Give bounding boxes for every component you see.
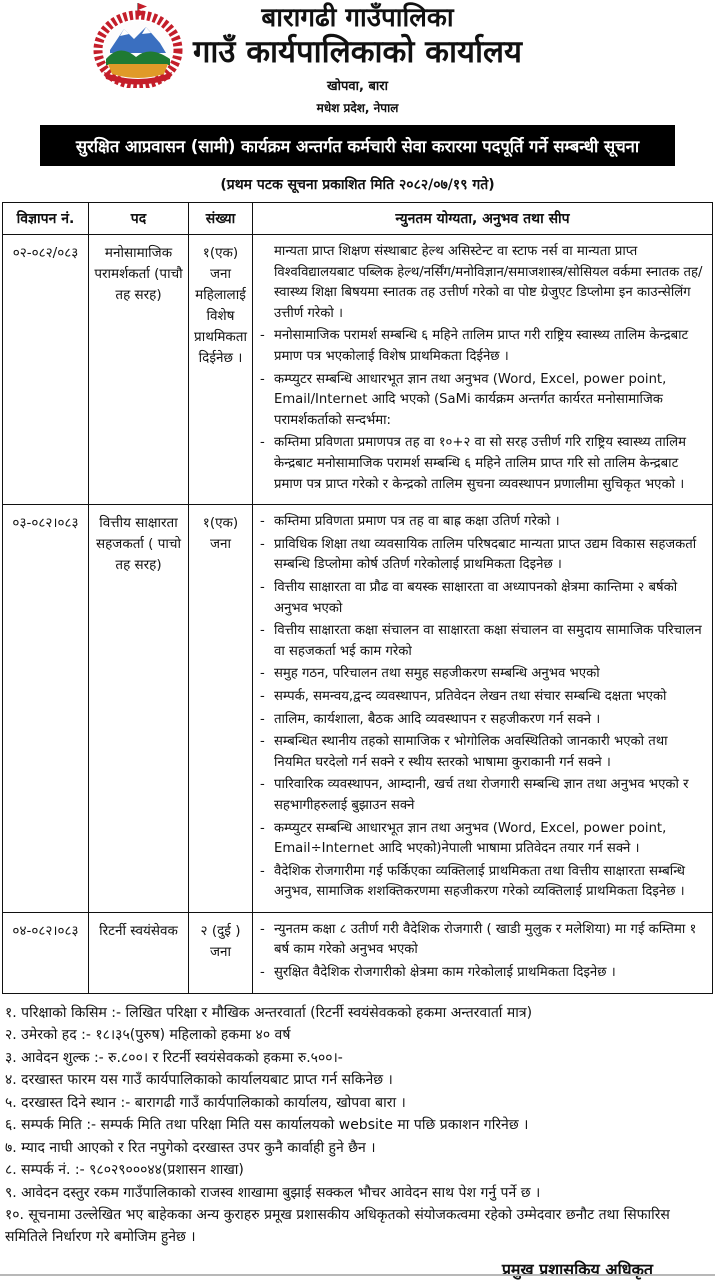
qualification-item <box>260 710 707 731</box>
note-item: १०. सूचनामा उल्लेखित भए बाहेकका अन्य कुराहरु प्रमूख प्रशासकीय अधिकृतको संयोजकत्वमा रहेको उम्मेदवार छनौट तथा सिफारिस समितिले निर्धारण गरे बमोजिम हुनेछ । <box>5 1207 670 1245</box>
qualification-item <box>260 664 707 685</box>
qualification-text: वैदेशिक रोजगारीमा गई फर्किएका व्यक्तिलाई प्राथमिकता तथा वित्तीय साक्षारता सम्बन्धि अनुभव, सामाजिक शशक्तिकरणमा सहजीकरण गरेको व्यक्तिलाई प्राथमिकता दिइनेछ । <box>274 863 685 900</box>
qualification-item <box>260 578 707 619</box>
qualification-text: वित्तीय साक्षारता वा प्रौढ वा बयस्क साक्षारता वा अध्यापनको क्षेत्रमा कान्तिमा २ बर्षको अनुभव भएको <box>274 579 678 616</box>
vacancy-row <box>3 912 713 993</box>
qualification-item <box>260 535 707 576</box>
qualification-text: वित्तीय साक्षारता कक्षा संचालन वा साक्षारता कक्षा संचालन वा समुदाय सामाजिक परिचालन वा सहजकर्ता भई काम गरेको <box>274 623 702 659</box>
municipality-name: बारागढी गाउँपालिका <box>261 3 454 33</box>
bullet-dash: - <box>260 666 265 682</box>
note-item: २. उमेरको हद :- १८।३५(पुरुष) महिलाको हकमा ४० वर्ष <box>5 1027 291 1044</box>
advert-number-cell: ०२-०८२/०८३ <box>3 235 89 505</box>
bullet-dash: - <box>260 863 265 879</box>
qualifications-cell <box>253 235 713 505</box>
qualification-text: तालिम, कार्यशाला, बैठक आदि व्यवस्थापन र सहजीकरण गर्न सक्ने । <box>274 711 601 727</box>
vacancy-table-body <box>3 235 713 994</box>
note-item: ८. सम्पर्क नं. :- ९८०२९०००४४(प्रशासन शाखा) <box>5 1162 244 1179</box>
qualification-text: मनोसामाजिक परामर्श सम्बन्धि ६ महिने तालिम प्राप्त गरी राष्ट्रिय स्वास्थ्य तालिम केन्द्रबाट प्रमाण पत्र भएकोलाई विशेष प्राथमिकता दिईनेछ । <box>274 328 689 365</box>
bullet-dash: - <box>260 435 265 451</box>
qualification-item <box>260 621 707 662</box>
qualification-text: पारिवारिक व्यवस्थापन, आम्दानी, खर्च तथा रोजगारी सम्बन्धि ज्ञान तथा अनुभव भएको र सहभागीहरुलाई बुझाउन सक्ने <box>274 777 689 813</box>
post-title-cell: मनोसामाजिक परामर्शकर्ता (पाचौ तह सरह) <box>89 235 189 505</box>
qualification-text: न्युनतम कक्षा ८ उतीर्ण गरी वैदेशिक रोजगारी ( खाडी मुलुक र मलेशिया) मा गई कम्तिमा १ बर्ष काम गरेको अनुभव भएको <box>274 921 697 958</box>
bullet-dash: - <box>260 579 265 595</box>
bullet-dash: - <box>260 536 265 552</box>
notice-title-banner: सुरक्षित आप्रवासन (सामी) कार्यक्रम अन्तर्गत कर्मचारी सेवा करारमा पदपूर्ति गर्ने सम्बन्धी सूचना <box>40 125 675 166</box>
col-header-post: पद <box>89 203 189 235</box>
qualification-item <box>260 732 707 773</box>
note-item: ३. आवेदन शुल्क :- रु.८००। र रिटर्नी स्वयंसेवकको हकमा रु.५००।- <box>5 1049 343 1066</box>
qualification-item <box>260 775 707 816</box>
bullet-dash: - <box>260 688 265 704</box>
qualification-text: कम्तिमा प्रविणता प्रमाण पत्र तह वा बाह्र कक्षा उतिर्ण गरेको । <box>274 514 560 530</box>
post-count-cell: १(एक) जना महिलालाई विशेष प्राथमिकता दिईनेछ । <box>189 235 253 505</box>
bullet-dash: - <box>260 328 265 344</box>
qualification-text: सम्पर्क, समन्वय,द्वन्द व्यवस्थापन, प्रतिवेदन लेखन तथा संचार सम्बन्धि दक्षता भएको <box>274 688 667 704</box>
qualifications-cell <box>253 505 713 913</box>
qualification-text: सुरक्षित वैदेशिक रोजगारीको क्षेत्रमा काम गरेकोलाई प्राथमिकता दिइनेछ । <box>274 965 616 981</box>
notes-list <box>5 1003 710 1249</box>
bullet-dash: - <box>260 514 265 530</box>
note-item: ४. दरखास्त फारम यस गाउँ कार्यपालिकाको कार्यालयबाट प्राप्त गर्न सकिनेछ । <box>5 1072 393 1089</box>
vacancy-table-header <box>3 203 713 235</box>
qualification-item <box>260 370 707 432</box>
vacancy-row <box>3 235 713 505</box>
qualification-text: सम्बन्धित स्थानीय तहको सामाजिक र भोगोलिक अवस्थितिको जानकारी भएको तथा नियमित घरदेलो गर्न सक्ने र स्थीय स्तरको भाषामा कुराकानी गर्न सक्ने । <box>274 734 668 770</box>
bullet-dash: - <box>260 711 265 727</box>
bullet-dash: - <box>260 820 265 836</box>
qualification-text: कम्तिमा प्रविणता प्रमाणपत्र तह वा १०+२ वा सो सरह उत्तीर्ण गरि राष्ट्रिय स्वास्थ्य तालिम केन्द्रबाट मनोसामाजिक परामर्श सम्बन्धि ६ महिने तालिम प्राप्त गरि सो तालिम केन्द्रबाट प्रमाण पत्र प्राप्त गरेको र केन्द्रको तालिम सुचना व्यवस्थापन प्रणालीमा सुचिकृत भएको । <box>274 435 687 492</box>
nepal-coat-of-arms-icon <box>86 2 190 88</box>
qualification-item <box>260 819 707 860</box>
col-header-count: संख्या <box>189 203 253 235</box>
post-title-cell: रिटर्नी स्वयंसेवक <box>89 912 189 993</box>
qualification-item <box>260 326 707 367</box>
bullet-dash: - <box>260 921 265 937</box>
signatory-title: प्रमुख प्रशासकिय अधिकृत <box>501 1260 653 1280</box>
note-item: ५. दरखास्त दिने स्थान :- बारागढी गाउँ कार्यपालिकाको कार्यालय, खोपवा बारा । <box>5 1094 406 1111</box>
document-header <box>0 0 715 116</box>
bullet-dash: - <box>260 734 265 750</box>
qualification-text: समुह गठन, परिचालन तथा समुह सहजीकरण सम्बन्धि अनुभव भएको <box>274 666 600 682</box>
nepal-emblem-icon <box>86 2 190 88</box>
qualification-item <box>260 433 707 495</box>
qualification-text: कम्प्युटर सम्बन्धि आधारभूत ज्ञान तथा अनुभव (Word, Excel, power point, Email÷Internet आदि भएको)नेपाली भाषामा प्रतिवेदन तयार गर्न सक्ने । <box>274 820 667 857</box>
note-item: १. परिक्षाको किसिम :- लिखित परिक्षा र मौखिक अन्तरवार्ता (रिटर्नी स्वयंसेवकको हकमा अन्तरवार्ता मात्र) <box>5 1004 533 1021</box>
province-line: मधेश प्रदेश, नेपाल <box>316 101 399 116</box>
col-header-qualifications: न्युनतम योग्यता, अनुभव तथा सीप <box>253 203 713 235</box>
advert-number-cell: ०३-०८२।०८३ <box>3 505 89 913</box>
qualification-item <box>260 862 707 903</box>
qualification-text: मान्यता प्राप्त शिक्षण संस्थाबाट हेल्थ असिस्टेन्ट वा स्टाफ नर्स वा मान्यता प्राप्त विश्वविद्यालयबाट पब्लिक हेल्थ/नर्सिंग/मनोविज्ञान/समाजशास्त्र/सोसियल वर्कमा स्नातक तह/ स्वास्थ्य शिक्षा बिषयमा स्नातक तह उत्तीर्ण गरेको वा पोष्ट ग्रेजुएट डिप्लोमा इन काउन्सेलिंग उत्तीर्ण गरेको । <box>274 244 703 321</box>
post-title-cell: वित्तीय साक्षारता सहजकर्ता ( पाचो तह सरह) <box>89 505 189 913</box>
qualification-item <box>260 963 707 984</box>
advert-number-cell: ०४-०८२।०८३ <box>3 912 89 993</box>
vacancy-table <box>2 202 713 994</box>
qualification-text: प्राविधिक शिक्षा तथा व्यवसायिक तालिम परिषदबाट मान्यता प्राप्त उद्यम विकास सहजकर्ता सम्बन्धि डिप्लोमा कोर्ष उतिर्ण गरेकोलाई प्राथमिकता दिइनेछ । <box>274 536 697 573</box>
qualification-item <box>260 687 707 708</box>
bullet-dash: - <box>260 965 265 981</box>
qualification-text: कम्प्युटर सम्बन्धि आधारभूत ज्ञान तथा अनुभव (Word, Excel, power point, Email/Internet आदि भएको (SaMi कार्यक्रम अन्तर्गत कार्यरत मनोसामाजिक परामर्शकर्ताको सन्दर्भमा: <box>274 371 667 428</box>
note-item: ६. सम्पर्क मिति :- सम्पर्क मिति तथा परिक्षा मिति यस कार्यालयको website मा पछि प्रकाशन गरिनेछ । <box>5 1117 529 1134</box>
vacancy-row <box>3 505 713 913</box>
bullet-dash: - <box>260 371 265 387</box>
bullet-dash <box>260 242 274 324</box>
office-address: खोपवा, बारा <box>327 79 388 95</box>
qualification-item <box>260 512 707 533</box>
office-name: गाउँ कार्यपालिकाको कार्यालय <box>192 33 523 70</box>
bottom-divider <box>0 1274 715 1276</box>
qualification-item <box>260 242 707 324</box>
qualification-item <box>260 920 707 961</box>
bullet-dash: - <box>260 777 265 793</box>
bullet-dash: - <box>260 623 265 639</box>
publication-date-line: (प्रथम पटक सूचना प्रकाशित मिति २०८२/०७/१९ गते) <box>220 177 495 194</box>
col-header-advert-no: विज्ञापन नं. <box>3 203 89 235</box>
post-count-cell: २ (दुई ) जना <box>189 912 253 993</box>
note-item: ७. म्याद नाघी आएको र रित नपुगेको दरखास्त उपर कुनै कार्वाही हुने छैन । <box>5 1139 376 1156</box>
note-item: ९. आवेदन दस्तुर रकम गाउँपालिकाको राजस्व शाखामा बुझाई सक्कल भौचर आवेदन साथ पेश गर्नु पर्ने छ । <box>5 1184 541 1201</box>
post-count-cell: १(एक) जना <box>189 505 253 913</box>
qualifications-cell <box>253 912 713 993</box>
